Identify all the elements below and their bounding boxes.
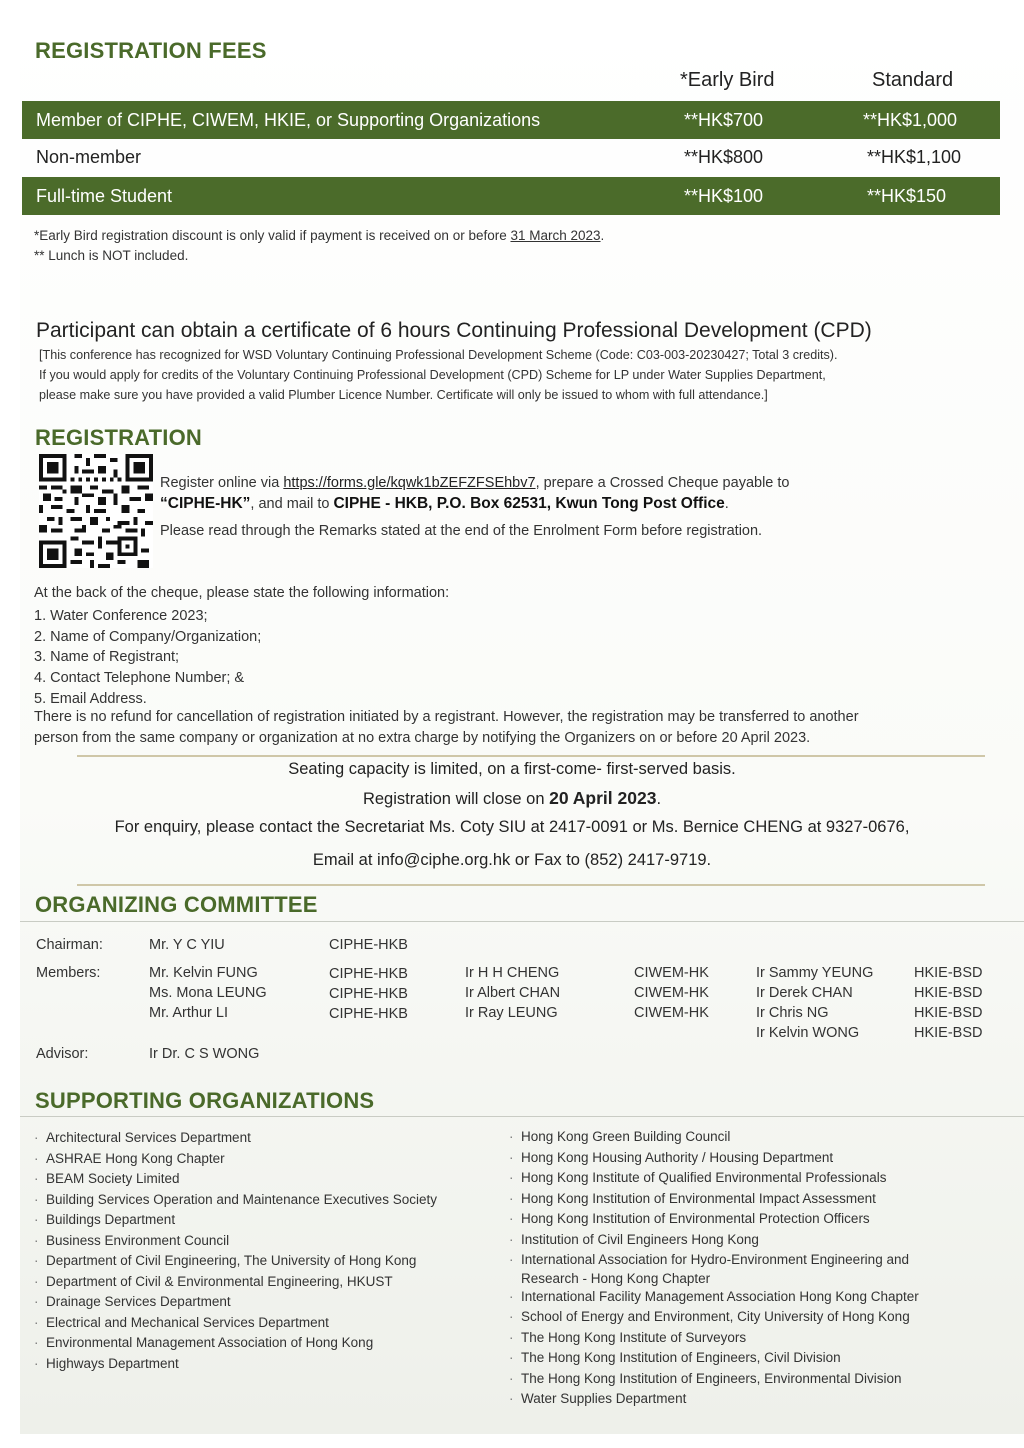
mailing-address: CIPHE - HKB, P.O. Box 62531, Kwun Tong Post Office xyxy=(333,495,725,512)
list-item: · Highways Department xyxy=(34,1354,437,1375)
list-item: · Business Environment Council xyxy=(34,1231,437,1252)
note-text: *Early Bird registration discount is only valid if payment is received on or before xyxy=(34,228,511,243)
member-name: Ir Sammy YEUNG xyxy=(756,965,874,981)
cheque-payee: “CIPHE-HK” xyxy=(160,495,251,512)
list-item: · Architectural Services Department xyxy=(34,1128,437,1149)
list-item: · The Hong Kong Institution of Engineers, Civil Division xyxy=(509,1348,919,1369)
list-item: · Buildings Department xyxy=(34,1210,437,1231)
list-item: · International Facility Management Association Hong Kong Chapter xyxy=(509,1287,919,1308)
list-item: · International Association for Hydro-Environment Engineering and xyxy=(509,1250,919,1271)
member-name: Ir Albert CHAN xyxy=(465,985,561,1001)
member-name: Ir Chris NG xyxy=(756,1005,829,1021)
list-item: · Hong Kong Institution of Environmental Protection Officers xyxy=(509,1209,919,1230)
chairman-label: Chairman: xyxy=(36,937,103,953)
list-item: · ASHRAE Hong Kong Chapter xyxy=(34,1149,437,1170)
divider xyxy=(20,1116,1024,1117)
early-bird-deadline: 31 March 2023 xyxy=(510,228,601,243)
members-col-3-names xyxy=(756,963,873,1043)
member-org: CIPHE-HKB xyxy=(329,1006,408,1022)
mail-text: , and mail to xyxy=(250,496,334,512)
fee-row-student xyxy=(22,177,1000,215)
fees-title: REGISTRATION FEES xyxy=(35,38,267,63)
register-online-suffix: , prepare a Crossed Cheque payable to xyxy=(535,475,790,491)
member-name: Ir Ray LEUNG xyxy=(465,1005,558,1021)
members-label: Members: xyxy=(36,965,101,981)
fee-early-value: **HK$700 xyxy=(684,110,764,130)
list-item: 4. Contact Telephone Number; & xyxy=(34,670,245,687)
list-item: · Department of Civil & Environmental Engineering, HKUST xyxy=(34,1272,437,1293)
qr-code-icon[interactable] xyxy=(38,454,154,568)
member-org: HKIE-BSD xyxy=(914,1005,983,1021)
members-col-2-names xyxy=(465,963,560,1023)
list-item: · Hong Kong Green Building Council xyxy=(509,1127,919,1148)
close-suffix: . xyxy=(656,790,662,808)
cpd-line-1: [This conference has recognized for WSD Voluntary Continuing Professional Development Scheme (Code: C03-003-20230427; Total 3 credits). xyxy=(39,348,838,362)
list-item-continuation xyxy=(509,1271,919,1287)
fee-row-nonmember xyxy=(22,138,1000,176)
fee-row-member xyxy=(22,101,1000,139)
supporting-title: SUPPORTING ORGANIZATIONS xyxy=(35,1088,375,1113)
refund-line-2: person from the same company or organization at no extra charge by notifying the Organizers on or before 20 April 2023. xyxy=(34,730,811,746)
fee-standard-value: **HK$150 xyxy=(867,186,947,206)
chairman-name: Mr. Y C YIU xyxy=(149,937,225,953)
member-name: Ir Kelvin WONG xyxy=(756,1025,860,1041)
seating-note: Seating capacity is limited, on a first-come- first-served basis. xyxy=(288,760,736,778)
member-org: CIWEM-HK xyxy=(634,965,709,981)
mail-suffix: . xyxy=(724,496,729,512)
list-item: 3. Name of Registrant; xyxy=(34,649,180,666)
member-org: HKIE-BSD xyxy=(914,1025,983,1041)
member-name: Mr. Kelvin FUNG xyxy=(149,965,258,981)
fee-row-label: Member of CIPHE, CIWEM, HKIE, or Supporting Organizations xyxy=(36,110,541,130)
register-online-line xyxy=(160,475,789,491)
members-col-1-orgs xyxy=(329,964,408,1024)
list-item: · The Hong Kong Institute of Surveyors xyxy=(509,1328,919,1349)
member-name: Mr. Arthur LI xyxy=(149,1005,228,1021)
members-col-2-orgs xyxy=(634,963,709,1023)
list-item-continuation-text: Research - Hong Kong Chapter xyxy=(521,1270,711,1286)
fee-row-label: Full-time Student xyxy=(36,186,173,206)
early-bird-note xyxy=(34,228,604,243)
early-bird-header: *Early Bird xyxy=(680,69,775,91)
fee-standard-value: **HK$1,000 xyxy=(863,110,958,130)
note-suffix: . xyxy=(600,228,605,243)
divider xyxy=(77,884,985,886)
committee-title: ORGANIZING COMMITTEE xyxy=(35,892,318,917)
list-item: · Hong Kong Institute of Qualified Environmental Professionals xyxy=(509,1168,919,1189)
member-org: CIWEM-HK xyxy=(634,1005,709,1021)
fee-row-label: Non-member xyxy=(36,147,142,167)
registration-close-line xyxy=(0,788,1024,809)
list-item: · Institution of Civil Engineers Hong Kong xyxy=(509,1230,919,1251)
contact-email-line: Email at info@ciphe.org.hk or Fax to (852) 2417-9719. xyxy=(312,851,712,869)
close-text: Registration will close on xyxy=(362,790,550,808)
list-item: · The Hong Kong Institution of Engineers, Environmental Division xyxy=(509,1369,919,1390)
member-name: Ir Derek CHAN xyxy=(756,985,853,1001)
fee-early-value: **HK$100 xyxy=(684,186,764,206)
list-item: 2. Name of Company/Organization; xyxy=(34,628,262,645)
cpd-line-2: If you would apply for credits of the Voluntary Continuing Professional Development (CPD) Scheme for LP under Water Supplies Department, xyxy=(39,368,826,382)
advisor-name: Ir Dr. C S WONG xyxy=(149,1046,260,1062)
cheque-info-list xyxy=(34,606,261,710)
list-item: · Environmental Management Association of Hong Kong xyxy=(34,1333,437,1354)
lunch-note: ** Lunch is NOT included. xyxy=(34,248,189,263)
member-org: HKIE-BSD xyxy=(914,965,983,981)
list-item: · Drainage Services Department xyxy=(34,1292,437,1313)
cpd-heading: Participant can obtain a certificate of 6 hours Continuing Professional Development (CPD) xyxy=(36,319,872,342)
supporting-orgs-left xyxy=(34,1128,437,1374)
member-org: HKIE-BSD xyxy=(914,985,983,1001)
refund-line-1: There is no refund for cancellation of registration initiated by a registrant. However, the registration may be transferred to another xyxy=(34,709,859,725)
list-item: 1. Water Conference 2023; xyxy=(34,608,208,624)
divider xyxy=(20,921,1024,922)
list-item: 5. Email Address. xyxy=(34,690,147,707)
list-item: · BEAM Society Limited xyxy=(34,1169,437,1190)
members-col-3-orgs xyxy=(914,963,983,1043)
list-item: · Hong Kong Institution of Environmental Impact Assessment xyxy=(509,1189,919,1210)
supporting-orgs-right xyxy=(509,1127,919,1410)
members-col-1-names xyxy=(149,963,267,1023)
registration-title: REGISTRATION xyxy=(35,425,202,450)
registration-form-link[interactable]: https://forms.gle/kqwk1bZEFZFSEhbv7 xyxy=(283,475,536,491)
divider xyxy=(77,755,985,757)
member-org: CIPHE-HKB xyxy=(329,966,408,982)
list-item: · Building Services Operation and Maintenance Executives Society xyxy=(34,1190,437,1211)
register-online-text: Register online via xyxy=(160,475,284,491)
list-item: · School of Energy and Environment, City University of Hong Kong xyxy=(509,1307,919,1328)
member-org: CIWEM-HK xyxy=(634,985,709,1001)
cheque-intro: At the back of the cheque, please state the following information: xyxy=(34,585,450,601)
cpd-line-3: please make sure you have provided a valid Plumber Licence Number. Certificate will only be issued to whom with full attendance.] xyxy=(39,388,768,402)
advisor-label: Advisor: xyxy=(36,1046,89,1062)
enquiry-line: For enquiry, please contact the Secretariat Ms. Coty SIU at 2417-0091 or Ms. Bernice CHENG at 9327-0676, xyxy=(114,818,910,836)
list-item: · Hong Kong Housing Authority / Housing Department xyxy=(509,1148,919,1169)
fee-standard-value: **HK$1,100 xyxy=(867,147,962,167)
list-item: · Electrical and Mechanical Services Department xyxy=(34,1313,437,1334)
chairman-org: CIPHE-HKB xyxy=(329,937,408,953)
list-item: · Water Supplies Department xyxy=(509,1389,919,1410)
remarks-note: Please read through the Remarks stated at the end of the Enrolment Form before registration. xyxy=(160,523,763,539)
mail-cheque-line xyxy=(160,495,729,513)
member-org: CIPHE-HKB xyxy=(329,986,408,1002)
member-name: Ir H H CHENG xyxy=(465,965,560,981)
list-item: · Department of Civil Engineering, The University of Hong Kong xyxy=(34,1251,437,1272)
registration-close-date: 20 April 2023 xyxy=(549,788,657,808)
standard-header: Standard xyxy=(872,69,954,91)
member-name: Ms. Mona LEUNG xyxy=(149,985,267,1001)
fee-early-value: **HK$800 xyxy=(684,147,764,167)
